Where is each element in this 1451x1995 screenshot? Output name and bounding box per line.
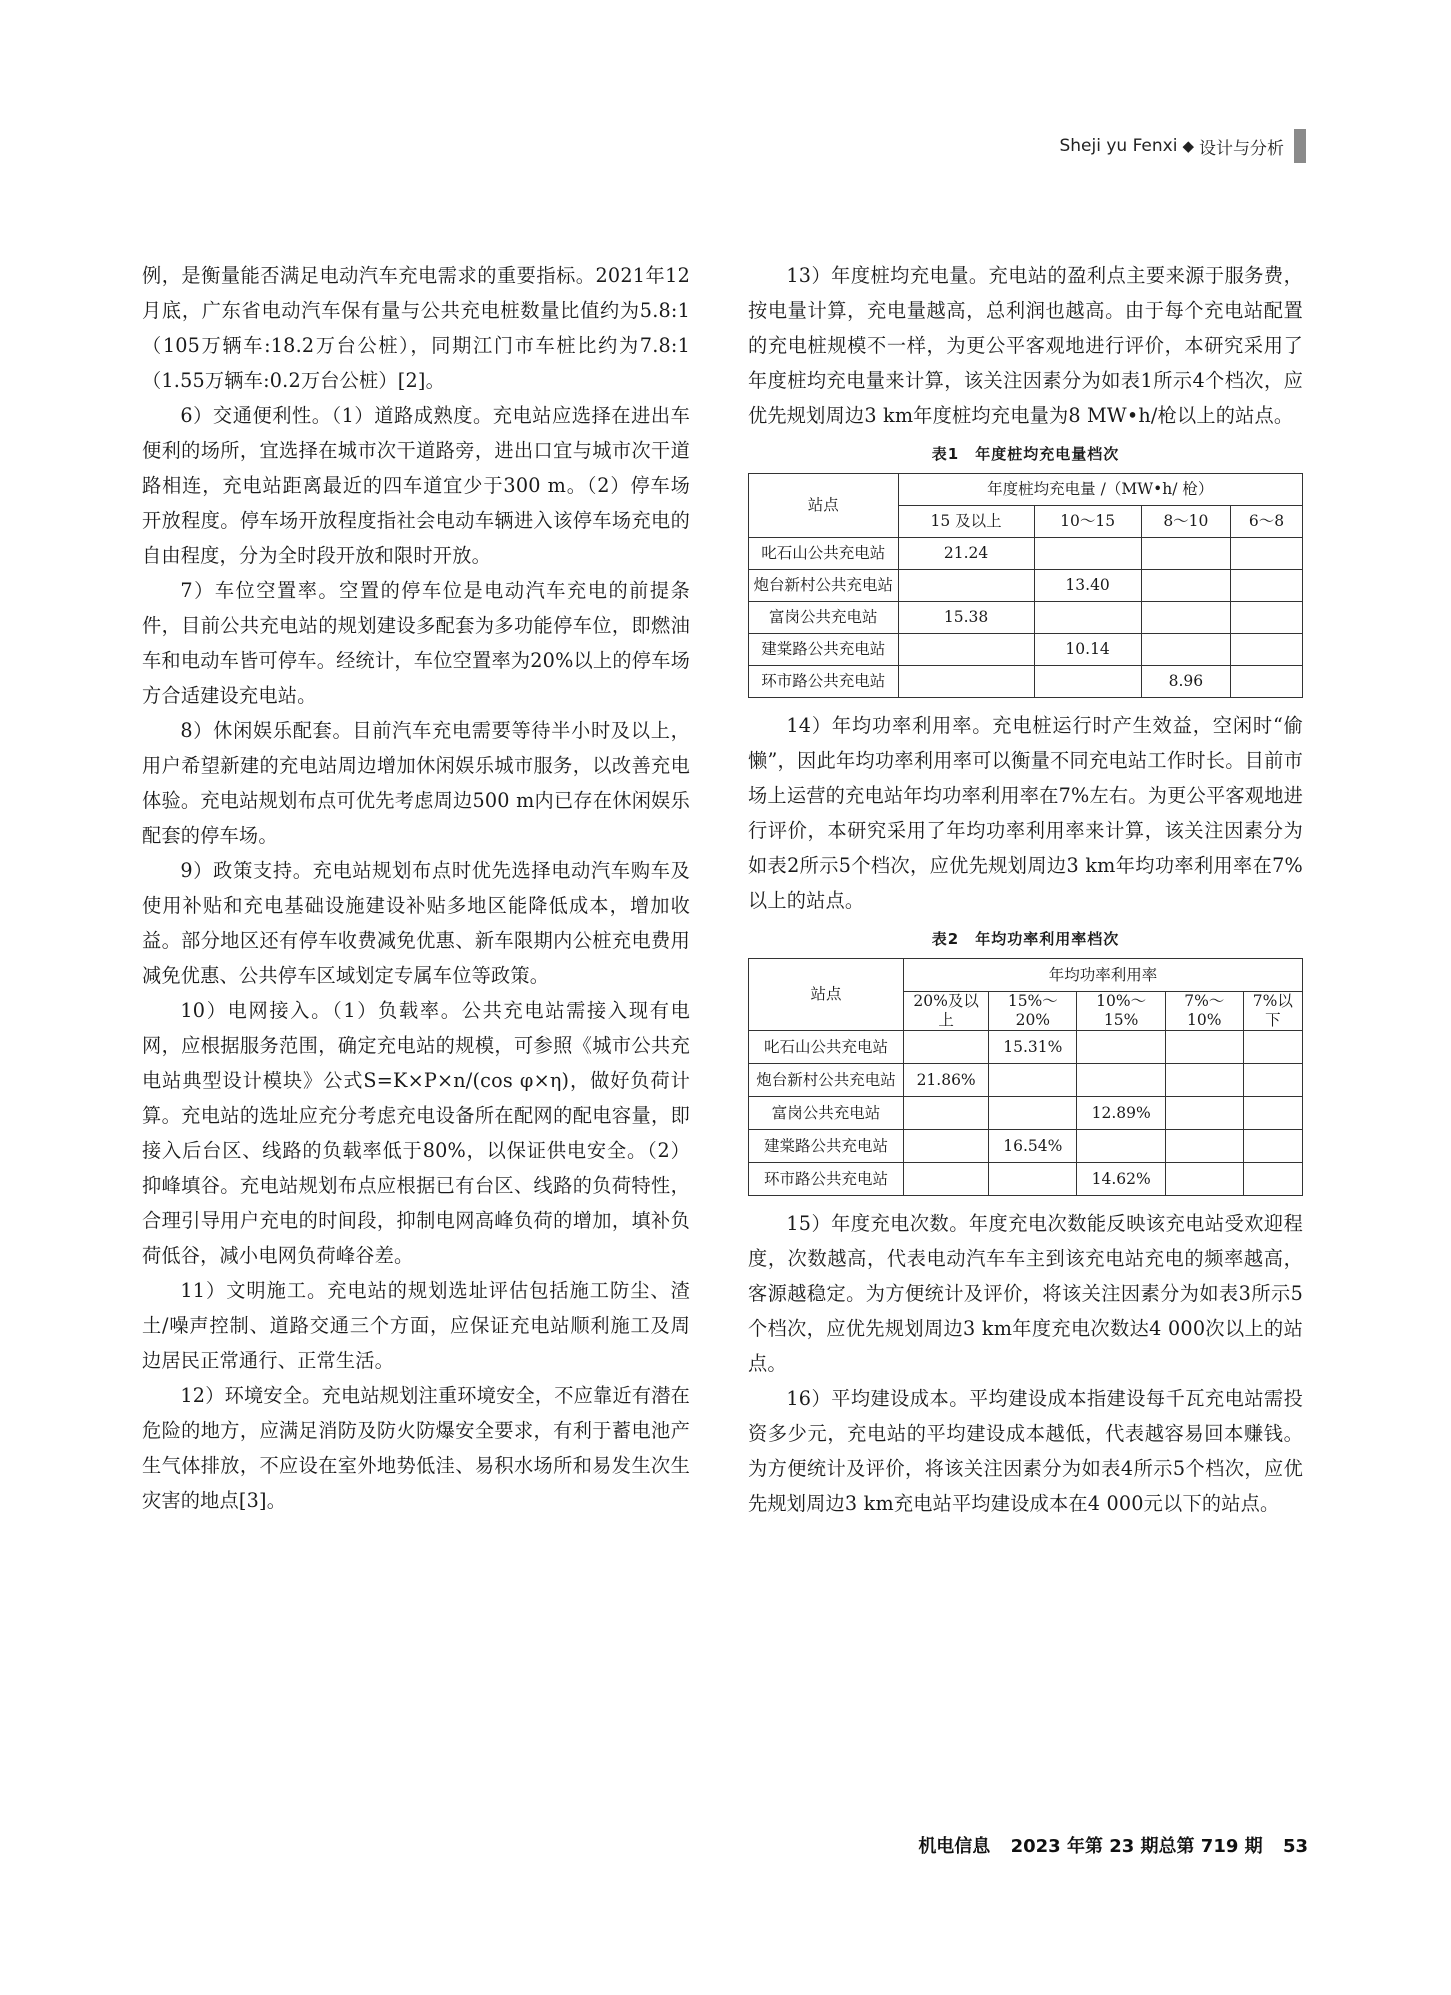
table-row: [749, 1097, 1303, 1130]
table2-caption: 表2 年均功率利用率档次: [931, 930, 1120, 948]
table2-cell: [1077, 1031, 1165, 1064]
left-column: [142, 258, 690, 1518]
table-row: [749, 1130, 1303, 1163]
table2-cell: 16.54%: [989, 1130, 1077, 1163]
table2-cell: [1165, 1031, 1243, 1064]
table2-col-header: 7%～10%: [1165, 992, 1243, 1031]
table-row: [749, 634, 1303, 666]
paragraph: 9）政策支持。充电站规划布点时优先选择电动汽车购车及使用补贴和充电基础设施建设补贴多地区能降低成本，增加收益。部分地区还有停车收费减免优惠、新车限期内公桩充电费用减免优惠、公共停车区域划定专属车位等政策。: [142, 859, 690, 987]
running-head-section: 设计与分析: [1199, 138, 1284, 159]
footer-issue: 2023 年第 23 期总第 719 期: [1010, 1836, 1263, 1857]
table2-cell: [989, 1097, 1077, 1130]
table1-cell: [898, 666, 1034, 698]
table2-site: 炮台新村公共充电站: [749, 1064, 904, 1097]
table1-cell: [1231, 602, 1303, 634]
table2-col-header: 20%及以上: [904, 992, 989, 1031]
table-row: [749, 1031, 1303, 1064]
paragraph: 14）年均功率利用率。充电桩运行时产生效益，空闲时“偷懒”，因此年均功率利用率可以衡量不同充电站工作时长。目前市场上运营的充电站年均功率利用率在7%左右。为更公平客观地进行评价，本研究采用了年均功率利用率来计算，该关注因素分为如表2所示5个档次，应优先规划周边3 km年均功率利用率在7%以上的站点。: [748, 714, 1303, 912]
table2-cell: [904, 1130, 989, 1163]
table1-cell: 10.14: [1034, 634, 1141, 666]
table1-cell: [1141, 538, 1230, 570]
table1-cell: [1231, 538, 1303, 570]
table2-cell: 21.86%: [904, 1064, 989, 1097]
table-row: [749, 1163, 1303, 1196]
table2-site: 富岗公共充电站: [749, 1097, 904, 1130]
paragraph: 12）环境安全。充电站规划注重环境安全，不应靠近有潜在危险的地方，应满足消防及防火防爆安全要求，有利于蓄电池产生气体排放，不应设在室外地势低洼、易积水场所和易发生次生灾害的地点[3]。: [142, 1384, 690, 1512]
table1-col-header: 8～10: [1141, 506, 1230, 538]
table1-site: 环市路公共充电站: [749, 666, 899, 698]
table2-col-header: 10%～15%: [1077, 992, 1165, 1031]
paragraph: 16）平均建设成本。平均建设成本指建设每千瓦充电站需投资多少元，充电站的平均建设成本越低，代表越容易回本赚钱。为方便统计及评价，将该关注因素分为如表4所示5个档次，应优先规划周边3 km充电站平均建设成本在4 000元以下的站点。: [748, 1387, 1303, 1515]
table2: [748, 958, 1303, 1196]
table2-site: 建棠路公共充电站: [749, 1130, 904, 1163]
page-number: 53: [1282, 1836, 1308, 1857]
footer-journal: 机电信息: [918, 1836, 991, 1857]
table1-cell: [1231, 634, 1303, 666]
table2-cell: 12.89%: [1077, 1097, 1165, 1130]
table1-cell: [1231, 666, 1303, 698]
table1-site: 建棠路公共充电站: [749, 634, 899, 666]
table1-cell: 13.40: [1034, 570, 1141, 602]
table2-cell: 15.31%: [989, 1031, 1077, 1064]
table1-site: 炮台新村公共充电站: [749, 570, 899, 602]
paragraph: 13）年度桩均充电量。充电站的盈利点主要来源于服务费，按电量计算，充电量越高，总利润也越高。由于每个充电站配置的充电桩规模不一样，为更公平客观地进行评价，本研究采用了年度桩均充电量来计算，该关注因素分为如表1所示4个档次，应优先规划周边3 km年度桩均充电量为8 MW•h/枪以上的站点。: [748, 264, 1303, 427]
paragraph: 8）休闲娱乐配套。目前汽车充电需要等待半小时及以上，用户希望新建的充电站周边增加休闲娱乐城市服务，以改善充电体验。充电站规划布点可优先考虑周边500 m内已存在休闲娱乐配套的停车场。: [142, 719, 690, 847]
table2-group-header: 年均功率利用率: [904, 959, 1303, 992]
table1-cell: [1034, 538, 1141, 570]
paragraph: 7）车位空置率。空置的停车位是电动汽车充电的前提条件，目前公共充电站的规划建设多配套为多功能停车位，即燃油车和电动车皆可停车。经统计，车位空置率为20%以上的停车场方合适建设充电站。: [142, 579, 690, 707]
paragraph: 15）年度充电次数。年度充电次数能反映该充电站受欢迎程度，次数越高，代表电动汽车车主到该充电站充电的频率越高，客源越稳定。为方便统计及评价，将该关注因素分为如表3所示5个档次，应优先规划周边3 km年度充电次数达4 000次以上的站点。: [748, 1212, 1303, 1375]
table1-site: 富岗公共充电站: [749, 602, 899, 634]
table1-col-header: 6～8: [1231, 506, 1303, 538]
table1-cell: [1141, 634, 1230, 666]
table2-cell: [904, 1031, 989, 1064]
table1-caption: 表1 年度桩均充电量档次: [931, 445, 1120, 463]
table1-site: 叱石山公共充电站: [749, 538, 899, 570]
table2-cell: 14.62%: [1077, 1163, 1165, 1196]
table-row: [749, 666, 1303, 698]
table2-cell: [1243, 1130, 1302, 1163]
table2-col-header: 7%以下: [1243, 992, 1302, 1031]
table1-cell: [1034, 666, 1141, 698]
table2-cell: [904, 1097, 989, 1130]
table2-site: 环市路公共充电站: [749, 1163, 904, 1196]
diamond-icon: ◆: [1182, 137, 1194, 155]
table-row: [749, 1064, 1303, 1097]
table-row: [749, 570, 1303, 602]
table1-cell: [898, 570, 1034, 602]
table2-cell: [1243, 1097, 1302, 1130]
table1-group-header: 年度桩均充电量 /（MW•h/ 枪）: [898, 474, 1302, 506]
table-row: [749, 602, 1303, 634]
table1-cell: [1141, 570, 1230, 602]
table1: [748, 473, 1303, 698]
table1-cell: [1231, 570, 1303, 602]
table2-cell: [1165, 1064, 1243, 1097]
table2-site: 叱石山公共充电站: [749, 1031, 904, 1064]
table2-cell: [989, 1064, 1077, 1097]
table1-cell: 15.38: [898, 602, 1034, 634]
paragraph: 6）交通便利性。（1）道路成熟度。充电站应选择在进出车便利的场所，宜选择在城市次干道路旁，进出口宜与城市次干道路相连，充电站距离最近的四车道宜少于300 m。（2）停车场开放程度。停车场开放程度指社会电动车辆进入该停车场充电的自由程度，分为全时段开放和限时开放。: [142, 404, 690, 567]
table1-cell: 8.96: [1141, 666, 1230, 698]
paragraph: 10）电网接入。（1）负载率。公共充电站需接入现有电网，应根据服务范围，确定充电站的规模，可参照《城市公共充电站典型设计模块》公式S=K×P×n/(cos φ×η)，做好负荷计算。充电站的选址应充分考虑充电设备所在配网的配电容量，即接入后台区、线路的负载率低于80%，以保证供电安全。（2）抑峰填谷。充电站规划布点应根据已有台区、线路的负荷特性，合理引导用户充电的时间段，抑制电网高峰负荷的增加，填补负荷低谷，减小电网负荷峰谷差。: [142, 999, 690, 1267]
table2-cell: [989, 1163, 1077, 1196]
table2-cell: [1077, 1064, 1165, 1097]
table2-cell: [1243, 1064, 1302, 1097]
table2-cell: [1165, 1130, 1243, 1163]
header-bar-icon: [1294, 129, 1306, 163]
table1-cell: [1034, 602, 1141, 634]
table1-cell: [1141, 602, 1230, 634]
table2-cell: [1165, 1163, 1243, 1196]
right-column: [748, 258, 1303, 1521]
paragraph: 11）文明施工。充电站的规划选址评估包括施工防尘、渣土/噪声控制、道路交通三个方面，应保证充电站顺利施工及周边居民正常通行、正常生活。: [142, 1279, 690, 1372]
table2-cell: [1243, 1163, 1302, 1196]
table2-corner: 站点: [749, 959, 904, 1031]
table2-cell: [904, 1163, 989, 1196]
table2-cell: [1243, 1031, 1302, 1064]
page-footer: [918, 1832, 1308, 1858]
paragraph: 例，是衡量能否满足电动汽车充电需求的重要指标。2021年12月底，广东省电动汽车保有量与公共充电桩数量比值约为5.8:1（105万辆车:18.2万台公桩），同期江门市车桩比约为7.8:1（1.55万辆车:0.2万台公桩）[2]。: [142, 264, 690, 392]
table1-corner: 站点: [749, 474, 899, 538]
table1-col-header: 10～15: [1034, 506, 1141, 538]
table-row: [749, 538, 1303, 570]
table1-cell: 21.24: [898, 538, 1034, 570]
table1-cell: [898, 634, 1034, 666]
table2-col-header: 15%～20%: [989, 992, 1077, 1031]
table2-cell: [1077, 1130, 1165, 1163]
table2-cell: [1165, 1097, 1243, 1130]
running-head-pinyin: Sheji yu Fenxi: [1059, 136, 1178, 156]
table1-col-header: 15 及以上: [898, 506, 1034, 538]
running-head: [1059, 130, 1306, 162]
